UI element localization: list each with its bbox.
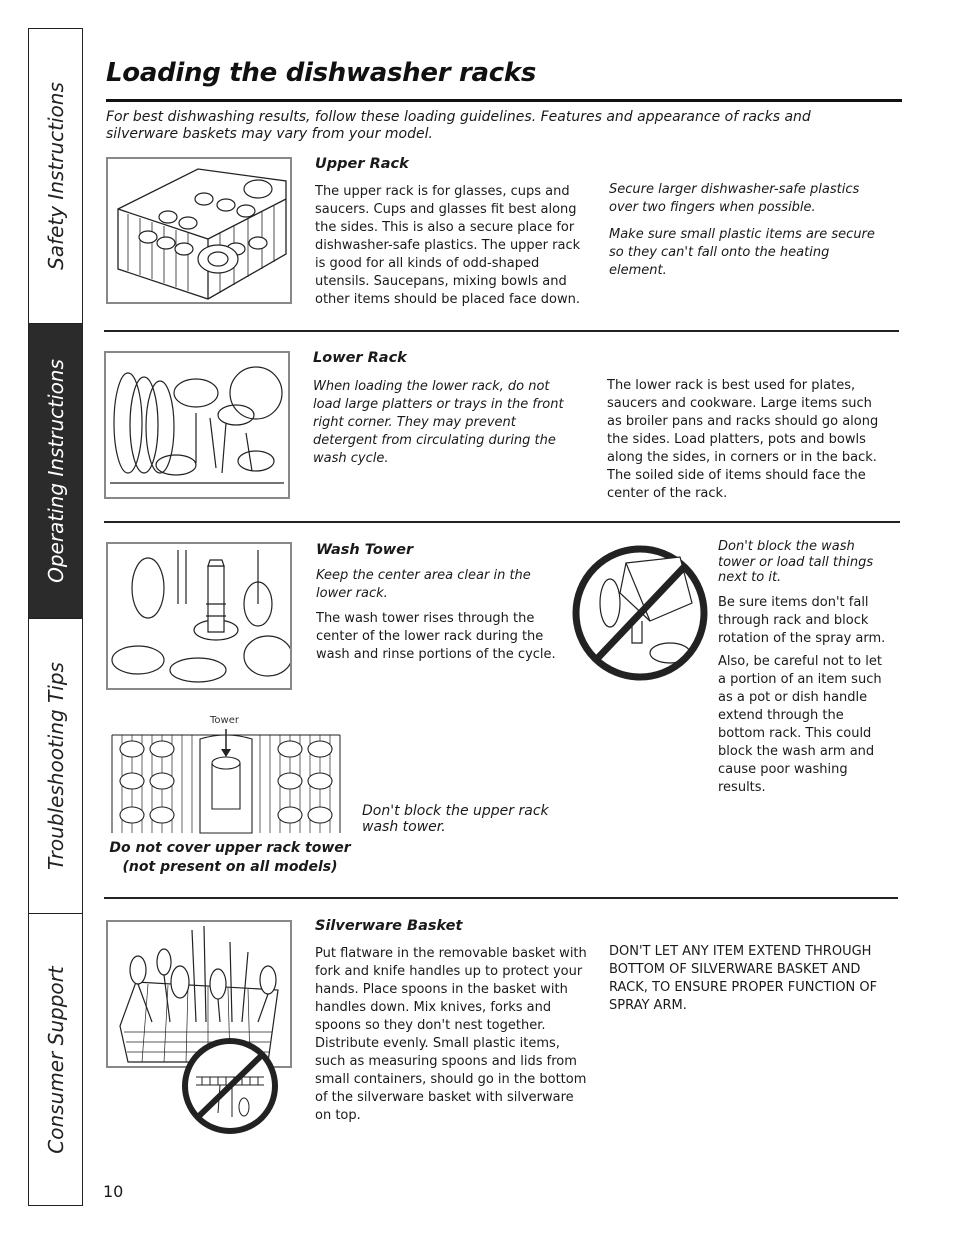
upper-rack-tower-caption (104, 839, 356, 877)
tab-label: Operating Instructions (43, 359, 68, 583)
wash-tower-side-note: Don't block the wash tower or load tall things next to it. (718, 539, 874, 585)
tab-consumer-support[interactable] (29, 914, 82, 1205)
wash-tower-illustration (106, 542, 292, 690)
caption-line-1: Do not cover upper rack tower (109, 840, 351, 856)
wash-tower-body: The wash tower rises through the center of the lower rack during the wash and rinse portions of the cycle. (316, 611, 556, 662)
wash-tower-side-body-1: Be sure items don't fall through rack and block rotation of the spray arm. (718, 595, 886, 646)
section-divider (104, 897, 898, 899)
section-divider (104, 521, 900, 523)
upper-rack-tower-illustration (110, 729, 342, 834)
upper-rack-illustration (106, 157, 292, 304)
silverware-heading: Silverware Basket (315, 918, 463, 934)
no-silverware-through-basket-illustration (180, 1037, 280, 1135)
lower-rack-note: When loading the lower rack, do not load large platters or trays in the front right corner. They may prevent detergent from circulating during the wash cycle. (313, 379, 564, 466)
caption-line-2: (not present on all models) (122, 859, 338, 875)
title-rule (106, 99, 902, 102)
intro-text: For best dishwashing results, follow these loading guidelines. Features and appearance of racks and silverware baskets may vary from your model. (106, 109, 811, 142)
page-number: 10 (103, 1182, 124, 1201)
silverware-body: Put flatware in the removable basket with fork and knife handles up to protect your hands. Place spoons in the basket with handles down. Mix knives, forks and spoons so they don't nest together. Distribute evenly. Small plastic items, such as measuring spoons and lids from small containers, should go in the bottom of the silverware basket with silverware on top. (315, 946, 587, 1123)
wash-tower-side-body-2: Also, be careful not to let a portion of an item such as a pot or dish handle extend through the bottom rack. This could block the wash arm and cause poor washing results. (718, 654, 882, 795)
page-title: Loading the dishwasher racks (106, 58, 537, 88)
lower-rack-heading: Lower Rack (313, 350, 407, 366)
upper-rack-body: The upper rack is for glasses, cups and saucers. Cups and glasses fit best along the sides. This is also a secure place for dishwasher-safe plastics. The upper rack is good for all kinds of odd-shaped utensils. Saucepans, mixing bowls and other items should be placed face down. (315, 184, 581, 307)
tab-label: Safety Instructions (43, 82, 68, 270)
silverware-warning: DON'T LET ANY ITEM EXTEND THROUGH BOTTOM OF SILVERWARE BASKET AND RACK, TO ENSURE PROPER FUNCTION OF SPRAY ARM. (609, 944, 878, 1013)
tab-troubleshooting-tips[interactable] (29, 619, 82, 914)
lower-rack-body: The lower rack is best used for plates, saucers and cookware. Large items such as broiler pans and racks should go along the sides. Load platters, pots and bowls along the sides, in corners or in the back. The soiled side of items should face the center of the rack. (607, 378, 879, 501)
section-divider (104, 330, 899, 332)
side-tab-column (28, 28, 83, 1206)
no-block-tower-illustration (570, 543, 712, 683)
upper-rack-heading: Upper Rack (315, 156, 409, 172)
wash-tower-heading: Wash Tower (316, 542, 414, 558)
upper-rack-tower-note: Don't block the upper rack wash tower. (362, 803, 549, 835)
lower-rack-illustration (104, 351, 290, 499)
upper-rack-note-plastics: Secure larger dishwasher-safe plastics over two fingers when possible. (609, 182, 860, 215)
tab-label: Consumer Support (43, 965, 68, 1154)
upper-rack-note-heating: Make sure small plastic items are secure so they can't fall onto the heating element. (609, 227, 875, 278)
tower-label: Tower (210, 715, 239, 726)
tab-label: Troubleshooting Tips (43, 662, 68, 870)
tab-operating-instructions[interactable] (29, 324, 82, 619)
tab-safety-instructions[interactable] (29, 29, 82, 324)
wash-tower-note: Keep the center area clear in the lower rack. (316, 568, 531, 601)
